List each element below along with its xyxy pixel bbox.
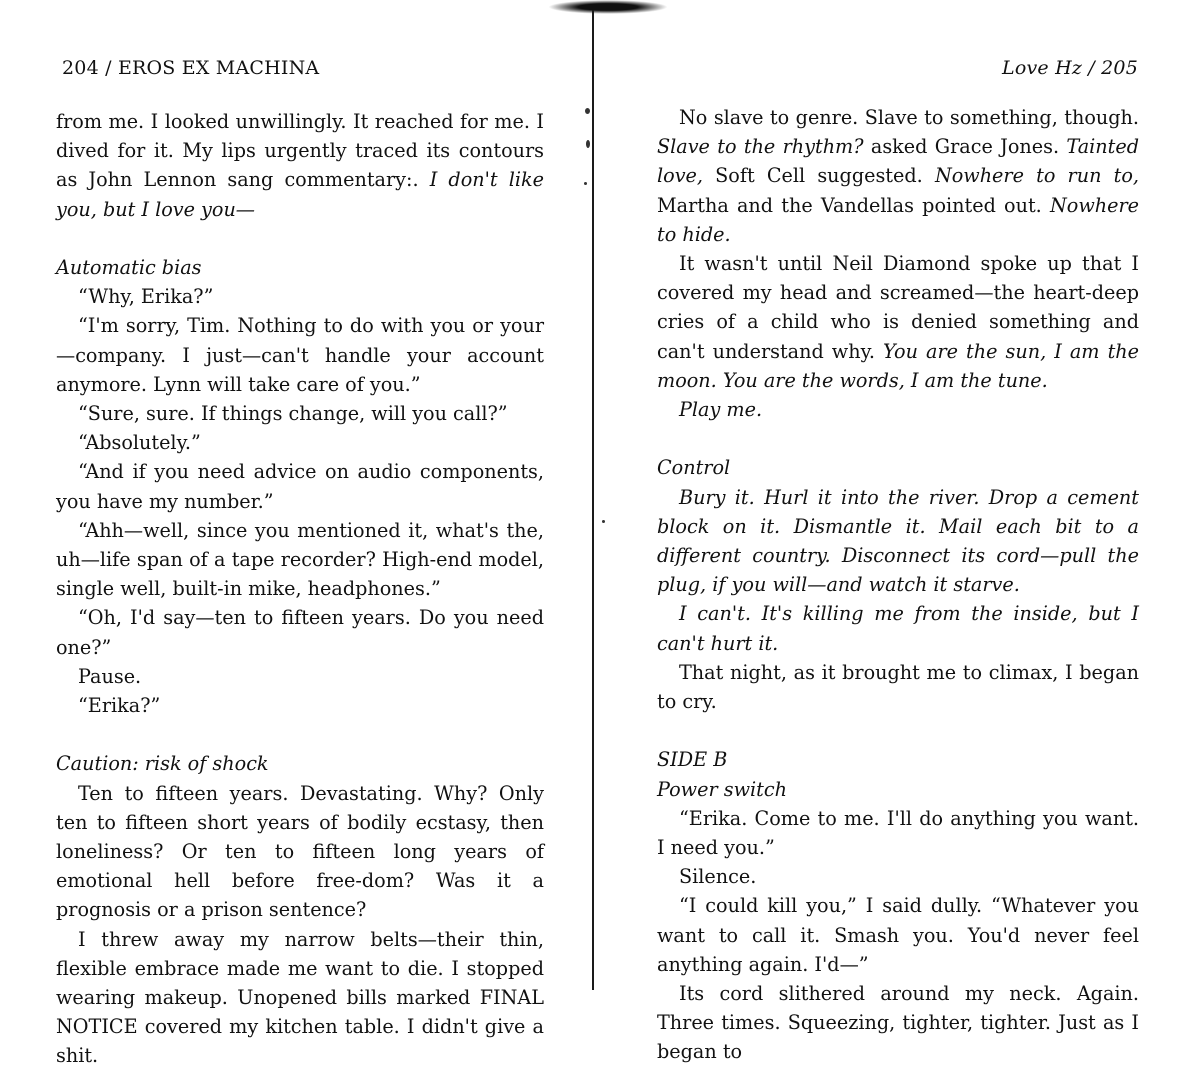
section-heading: Control: [657, 456, 731, 480]
paragraph: “Erika?”: [78, 694, 161, 718]
song-title: Slave to the rhythm?: [657, 135, 864, 159]
song-title: Tainted love,: [657, 135, 1139, 188]
paragraph-text: asked Grace Jones.: [863, 135, 1067, 159]
paragraph: “Why, Erika?”: [78, 285, 214, 309]
paragraph: Its cord slithered around my neck. Again. Three times. Squeezing, tighter, tighter. Just as I began to: [657, 982, 1139, 1064]
paragraph: “Absolutely.”: [78, 431, 201, 455]
paragraph: “I'm sorry, Tim. Nothing to do with you or your—company. I just—can't handle your account anymore. Lynn will take care of you.”: [56, 314, 544, 396]
section-heading: Power switch: [657, 777, 787, 801]
right-running-head: Love Hz / 205: [1002, 57, 1138, 79]
right-page-body: [657, 103, 1139, 1067]
paragraph-text: from me. I looked unwillingly. It reached for me. I dived for it. My lips urgently traced its contours as John Lennon sang commentary:.: [56, 110, 544, 192]
paragraph: [657, 483, 1139, 600]
paragraph: “And if you need advice on audio components, you have my number.”: [56, 460, 544, 513]
left-page: [0, 0, 590, 1068]
paragraph: [657, 249, 1139, 395]
section-heading: SIDE B: [657, 748, 728, 772]
paragraph: [657, 599, 1139, 657]
paragraph: “Ahh—well, since you mentioned it, what's the, uh—life span of a tape recorder? High-end model, single well, built-in mike, headphones.”: [56, 518, 544, 601]
paragraph: Silence.: [679, 865, 757, 889]
lyric-text: I don't like you, but I love you—: [56, 168, 545, 221]
gutter-line: [592, 10, 594, 990]
paragraph: That night, as it brought me to climax, I began to cry.: [657, 660, 1139, 714]
section-heading: Automatic bias: [56, 256, 202, 279]
paragraph-text: It wasn't until Neil Diamond spoke up that I covered my head and screamed—the heart-deep cries of a child who is denied something and can't understand why.: [657, 252, 1139, 363]
paragraph: Pause.: [78, 664, 142, 688]
paragraph: Ten to fifteen years. Devastating. Why? Only ten to fifteen short years of bodily ecstasy, then loneliness? Or ten to fifteen long years of emotional hell before free-dom? Was it a prognosis or a prison sentence?: [56, 781, 544, 922]
song-title: Nowhere to run to,: [934, 164, 1139, 188]
paragraph-text: Martha and the Vandellas pointed out.: [657, 193, 1050, 217]
paragraph: “I could kill you,” I said dully. “Whatever you want to call it. Smash you. You'd never feel anything again. I'd—”: [657, 894, 1139, 976]
paragraph-text: Soft Cell suggested.: [702, 164, 935, 188]
italic-text: Bury it. Hurl it into the river. Drop a cement block on it. Dismantle it. Mail each bit to a different country. Disconnect its cord—pull the plug, if you will—and watch it starve.: [657, 485, 1139, 597]
paragraph: “Erika. Come to me. I'll do anything you want. I need you.”: [657, 806, 1139, 860]
paragraph: [657, 103, 1139, 249]
left-page-body: [56, 107, 544, 1071]
paragraph: “Oh, I'd say—ten to fifteen years. Do you need one?”: [56, 606, 544, 659]
paragraph: [657, 395, 1139, 424]
paragraph-text: No slave to genre. Slave to something, though.: [679, 106, 1139, 129]
paragraph: I threw away my narrow belts—their thin, flexible embrace made me want to die. I stopped wearing makeup. Unopened bills marked FINAL NOTICE covered my kitchen table. I didn't give a shit.: [56, 927, 544, 1068]
paragraph: [56, 107, 544, 224]
lyric-text: Play me.: [679, 398, 763, 422]
left-running-head: 204 / EROS EX MACHINA: [62, 57, 320, 79]
lyric-text: You are the sun, I am the moon. You are the words, I am the tune.: [657, 339, 1139, 392]
song-title: Nowhere to hide.: [657, 193, 1139, 246]
section-heading: Caution: risk of shock: [56, 752, 269, 776]
paragraph: “Sure, sure. If things change, will you call?”: [78, 402, 508, 426]
italic-text: I can't. It's killing me from the inside, but I can't hurt it.: [657, 602, 1139, 655]
right-page: [600, 0, 1204, 1064]
